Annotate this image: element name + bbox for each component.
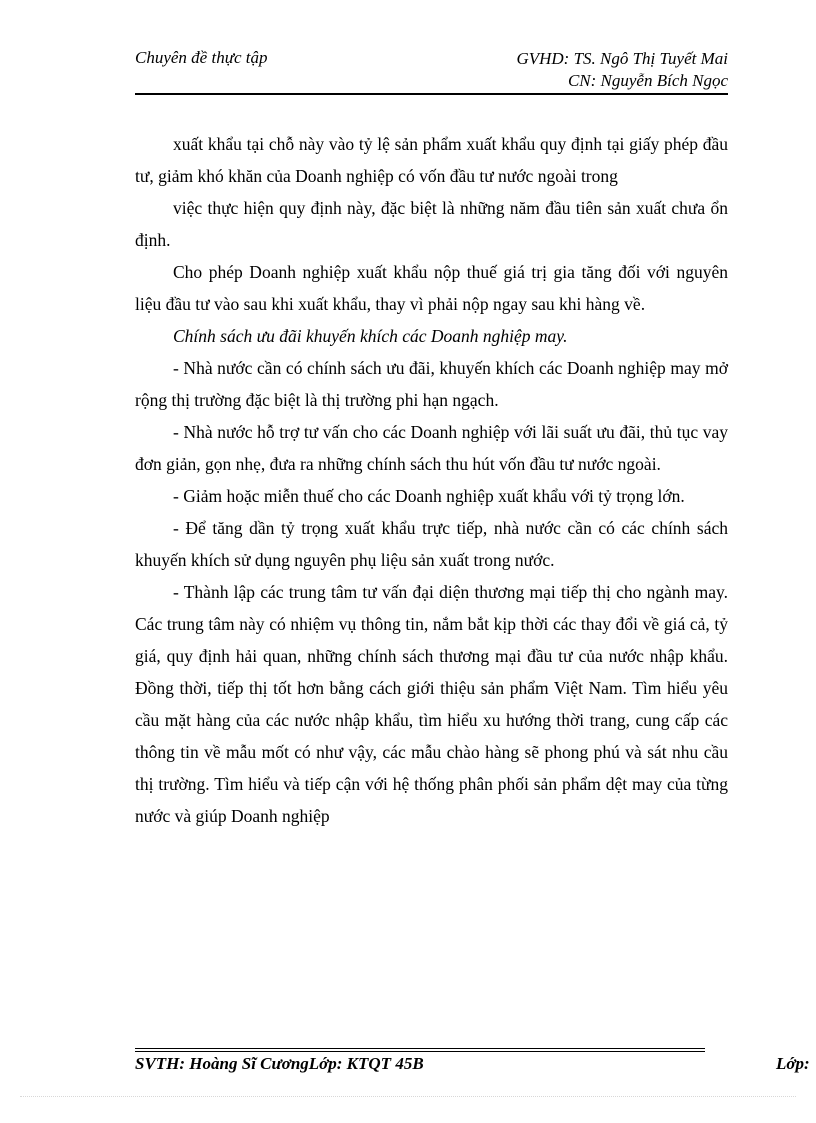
header-supervisor-line-1: GVHD: TS. Ngô Thị Tuyết Mai bbox=[516, 49, 728, 68]
footer-student-info: SVTH: Hoàng Sĩ CươngLớp: KTQT 45B bbox=[135, 1054, 424, 1073]
paragraph-bullet-5: - Thành lập các trung tâm tư vấn đại diện thương mại tiếp thị cho ngành may. Các trung tâm này có nhiệm vụ thông tin, nắm bắt kịp thời các thay đổi về giá cả, tỷ giá, quy định hải quan, những chính sách thương mại đầu tư của nước nhập khẩu. Đồng thời, tiếp thị tốt hơn bằng cách giới thiệu sản phẩm Việt Nam. Tìm hiểu yêu cầu mặt hàng của các nước nhập khẩu, tìm hiểu xu hướng thời trang, cung cấp các thông tin về mẫu mốt có như vậy, các mẫu chào hàng sẽ phong phú và sát nhu cầu thị trường. Tìm hiểu và tiếp cận với hệ thống phân phối sản phẩm dệt may của từng nước và giúp Doanh nghiệp bbox=[135, 582, 728, 826]
header-course-title: Chuyên đề thực tập bbox=[135, 48, 268, 67]
footer-divider-bottom bbox=[135, 1051, 705, 1052]
footer-divider-top bbox=[135, 1048, 705, 1049]
paragraph-bullet-3: - Giảm hoặc miễn thuế cho các Doanh nghiệp xuất khẩu với tỷ trọng lớn. bbox=[173, 486, 685, 506]
paragraph-3: Cho phép Doanh nghiệp xuất khẩu nộp thuế giá trị gia tăng đối với nguyên liệu đầu tư vào sau khi xuất khẩu, thay vì phải nộp ngay sau khi hàng về. bbox=[135, 262, 728, 314]
paragraph-2: việc thực hiện quy định này, đặc biệt là những năm đầu tiên sản xuất chưa ổn định. bbox=[135, 198, 728, 250]
paragraph-1: xuất khẩu tại chỗ này vào tỷ lệ sản phẩm xuất khẩu quy định tại giấy phép đầu tư, giảm khó khăn của Doanh nghiệp có vốn đầu tư nước ngoài trong bbox=[135, 134, 728, 186]
paragraph-bullet-4: - Để tăng dần tỷ trọng xuất khẩu trực tiếp, nhà nước cần có các chính sách khuyến khích sử dụng nguyên phụ liệu sản xuất trong nước. bbox=[135, 518, 728, 570]
page-edge-border bbox=[20, 1096, 796, 1097]
document-body bbox=[135, 128, 728, 832]
header-supervisors bbox=[516, 48, 728, 92]
section-heading-incentive-policy: Chính sách ưu đãi khuyến khích các Doanh nghiệp may. bbox=[173, 326, 568, 346]
footer-class-label: Lớp: bbox=[776, 1054, 810, 1073]
paragraph-bullet-1: - Nhà nước cần có chính sách ưu đãi, khuyến khích các Doanh nghiệp may mở rộng thị trường đặc biệt là thị trường phi hạn ngạch. bbox=[135, 358, 728, 410]
header-supervisor-line-2: CN: Nguyễn Bích Ngọc bbox=[567, 71, 728, 90]
header-divider bbox=[135, 93, 728, 95]
paragraph-bullet-2: - Nhà nước hỗ trợ tư vấn cho các Doanh nghiệp với lãi suất ưu đãi, thủ tục vay đơn giản, gọn nhẹ, đưa ra những chính sách thu hút vốn đầu tư nước ngoài. bbox=[135, 422, 728, 474]
